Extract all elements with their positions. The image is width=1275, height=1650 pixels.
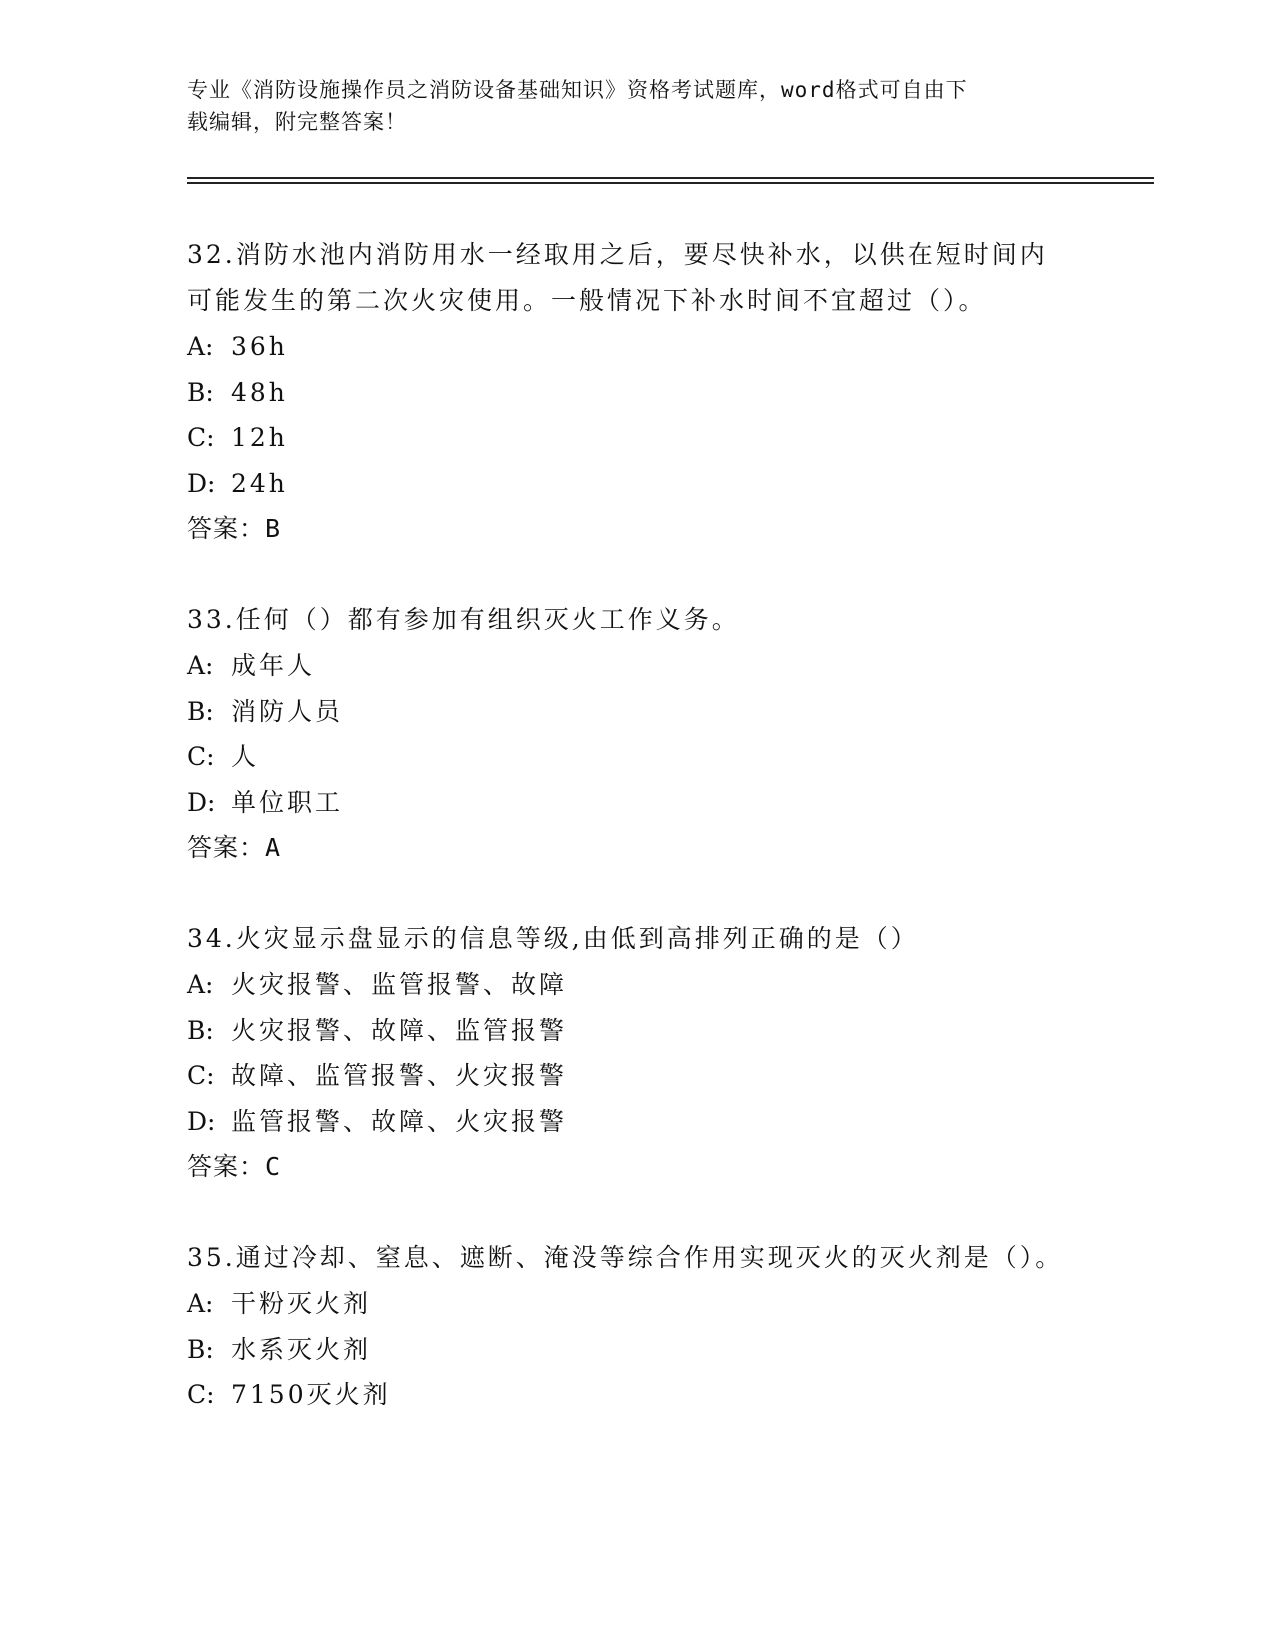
option-d: [187, 461, 1067, 507]
header-divider-bottom: [187, 182, 1154, 184]
answer-line: 答案：B: [187, 514, 282, 543]
option-letter: D:: [187, 1106, 216, 1136]
question-33: [187, 597, 1067, 871]
option-text: 24h: [231, 468, 288, 498]
intro-line-1: 专业《消防设施操作员之消防设备基础知识》资格考试题库，word格式可自由下: [187, 78, 968, 102]
option-text: 12h: [231, 423, 288, 452]
option-letter: A:: [187, 1289, 214, 1318]
option-b: [187, 1008, 1067, 1054]
option-text: 干粉灭火剂: [231, 1289, 372, 1318]
answer-line: 答案：A: [187, 833, 282, 862]
option-letter: B:: [187, 1015, 214, 1045]
option-text: 火灾报警、故障、监管报警: [231, 1015, 568, 1045]
document-intro: [187, 74, 1067, 138]
option-letter: A:: [187, 332, 214, 361]
option-a: [187, 324, 1067, 370]
intro-line-2: 载编辑，附完整答案！: [187, 110, 407, 134]
option-b: [187, 1327, 1067, 1373]
question-stem: 34.火灾显示盘显示的信息等级,由低到高排列正确的是（）: [187, 924, 919, 953]
option-a: [187, 1281, 1067, 1327]
option-letter: C:: [187, 742, 215, 771]
question-stem: 32.消防水池内消防用水一经取用之后，要尽快补水，以供在短时间内可能发生的第二次火灾使用。一般情况下补水时间不宜超过（）。: [187, 240, 1048, 315]
option-a: [187, 962, 1067, 1008]
option-letter: A:: [187, 970, 214, 999]
option-d: [187, 1099, 1067, 1145]
option-d: [187, 780, 1067, 826]
question-34: [187, 916, 1067, 1190]
option-letter: D:: [187, 468, 216, 498]
option-letter: A:: [187, 651, 214, 680]
option-text: 消防人员: [231, 696, 344, 726]
answer-line: 答案：C: [187, 1152, 282, 1181]
option-letter: B:: [187, 696, 214, 726]
option-text: 成年人: [231, 651, 316, 680]
option-text: 48h: [231, 377, 288, 407]
question-stem: 33.任何（）都有参加有组织灭火工作义务。: [187, 605, 740, 634]
option-letter: C:: [187, 1061, 215, 1090]
option-b: [187, 689, 1067, 735]
option-c: [187, 415, 1067, 461]
option-a: [187, 643, 1067, 689]
option-letter: C:: [187, 1380, 215, 1409]
option-text: 人: [231, 742, 260, 771]
option-letter: B:: [187, 1334, 214, 1364]
option-letter: C:: [187, 423, 215, 452]
option-text: 7150灭火剂: [231, 1380, 391, 1409]
question-35: [187, 1235, 1067, 1418]
question-32: [187, 232, 1067, 552]
option-letter: D:: [187, 787, 216, 817]
option-c: [187, 1372, 1067, 1418]
option-c: [187, 1053, 1067, 1099]
option-letter: B:: [187, 377, 214, 407]
question-stem: 35.通过冷却、窒息、遮断、淹没等综合作用实现灭火的灭火剂是（）。: [187, 1243, 1064, 1272]
option-text: 监管报警、故障、火灾报警: [231, 1106, 568, 1136]
header-divider-top: [187, 177, 1154, 179]
option-text: 水系灭火剂: [231, 1334, 372, 1364]
option-text: 36h: [231, 332, 288, 361]
option-text: 故障、监管报警、火灾报警: [231, 1061, 568, 1090]
option-c: [187, 734, 1067, 780]
option-b: [187, 370, 1067, 416]
option-text: 火灾报警、监管报警、故障: [231, 970, 568, 999]
option-text: 单位职工: [231, 787, 344, 817]
